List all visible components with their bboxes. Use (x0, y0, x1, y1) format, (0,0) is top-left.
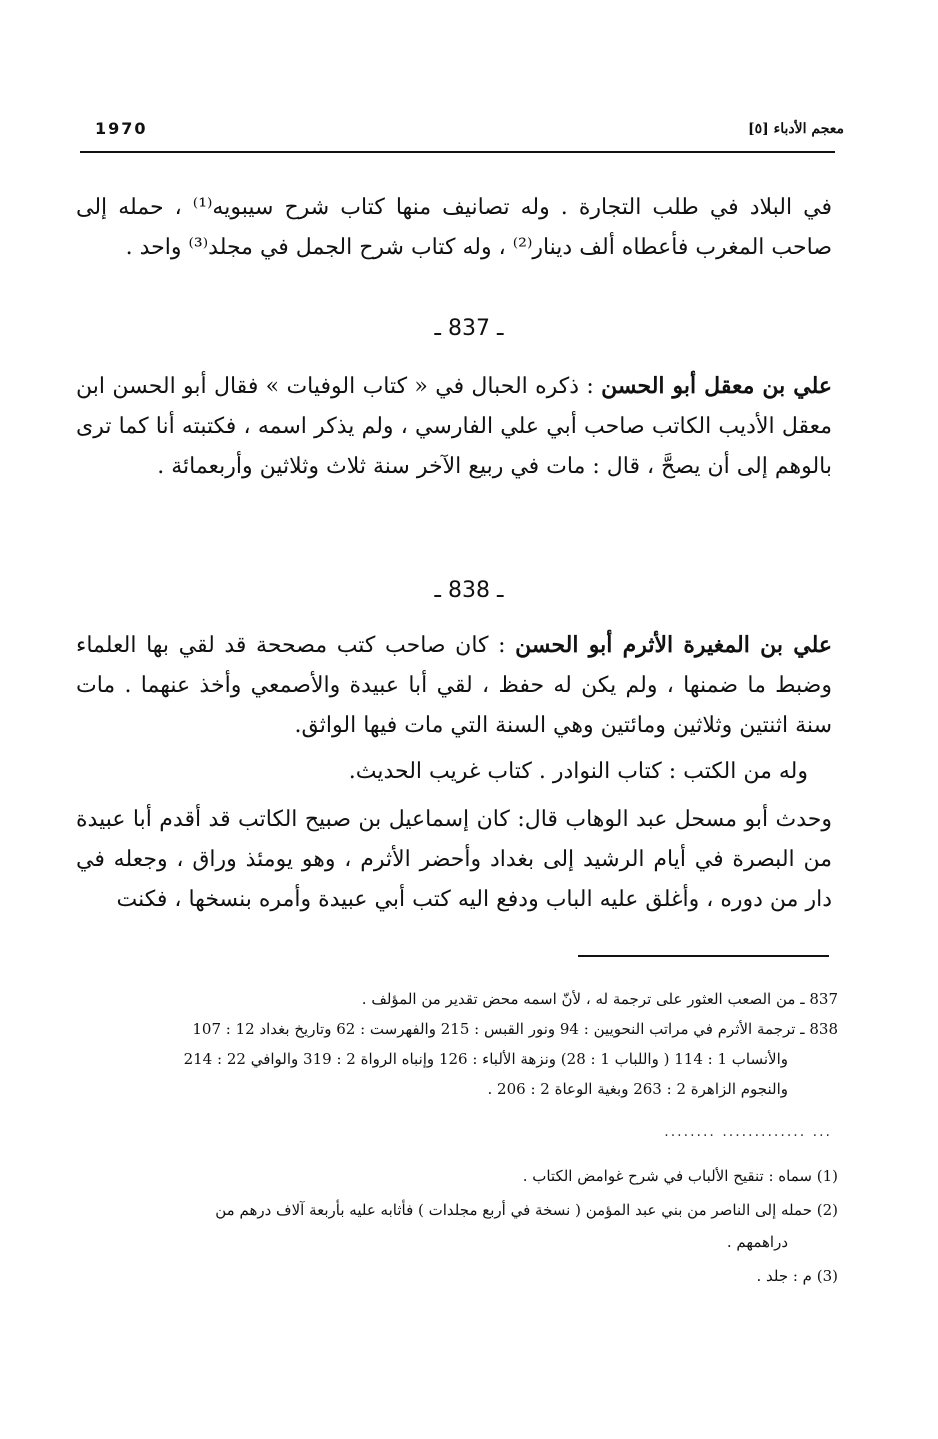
footnote-1: (1) سماه : تنقيح الألباب في شرح غوامض الكتاب . (522, 1167, 838, 1185)
footnote-2: (2) حمله إلى الناصر من بني عبد المؤمن ( نسخة في أربع مجلدات ) فأثابه عليه بأربعة آلاف درهم من (215, 1201, 838, 1219)
footnote-2-cont: دراهمهم . (726, 1233, 788, 1251)
entry-838-story: وحدث أبو مسحل عبد الوهاب قال: كان إسماعيل بن صبيح الكاتب قد أقدم أبا عبيدة من البصرة في أيام الرشيد إلى بغداد وأحضر الأثرم ، وهو يومئذ وراق ، وجعله في دار من دوره ، وأغلق عليه الباب ودفع اليه كتب أبي عبيدة وأمره بنسخها ، فكنت (76, 807, 832, 912)
source-note-838-cont-1: والأنساب 1 : 114 ( واللباب 1 : 28) ونزهة الألباء : 126 وإنباه الرواة 2 : 319 والوافي 22 : 214 (183, 1050, 788, 1068)
footnote-3: (3) م : جلد . (756, 1267, 838, 1285)
footnote-separator-dots: ........ ............. ... (664, 1124, 832, 1140)
entry-838-text: : كان صاحب كتب مصححة قد لقي بها العلماء وضبط ما ضمنها ، ولم يكن له حفظ ، لقي أبا عبيدة والأصمعي وأخذ عنهما . مات سنة اثنتين وثلاثين ومائتين وهي السنة التي مات فيها الواثق. (76, 633, 832, 738)
entry-number-837: ـ 837 ـ (434, 316, 504, 341)
entry-number-838: ـ 838 ـ (434, 578, 504, 603)
running-header-title: معجم الأدباء [٥] (748, 121, 844, 137)
entry-837-paragraph (76, 366, 832, 487)
source-note-838-cont-2: والنجوم الزاهرة 2 : 263 وبغية الوعاة 2 : 206 . (487, 1080, 788, 1098)
intro-text: في البلاد في طلب التجارة . وله تصانيف منها كتاب شرح سيبويه⁽¹⁾ ، حمله إلى صاحب المغرب فأعطاه ألف دينار⁽²⁾ ، وله كتاب شرح الجمل في مجلد⁽³⁾ واحد . (76, 195, 832, 260)
entry-837-name: علي بن معقل أبو الحسن (601, 373, 832, 399)
entry-837-text: : ذكره الحبال في « كتاب الوفيات » فقال أبو الحسن ابن معقل الأديب الكاتب صاحب أبي علي الفارسي ، ولم يذكر اسمه ، فكتبته أنا كما ترى بالوهم إلى أن يصحَّ ، قال : مات في ربيع الآخر سنة ثلاث وثلاثين وأربعمائة . (76, 374, 833, 479)
page-number: 1970 (95, 119, 148, 138)
source-note-837: 837 ـ من الصعب العثور على ترجمة له ، لأنّ اسمه محض تقدير من المؤلف . (361, 990, 838, 1008)
intro-paragraph (76, 188, 832, 268)
entry-838-name: علي بن المغيرة الأثرم أبو الحسن (515, 632, 832, 658)
entry-838-paragraph (76, 625, 832, 746)
source-note-838: 838 ـ ترجمة الأثرم في مراتب النحويين : 94 ونور القبس : 215 والفهرست : 62 وتاريخ بغداد 12 : 107 (192, 1020, 838, 1038)
entry-838-books: وله من الكتب : كتاب النوادر . كتاب غريب الحديث. (348, 759, 808, 784)
header-rule (80, 151, 835, 153)
footnote-rule (578, 955, 829, 957)
